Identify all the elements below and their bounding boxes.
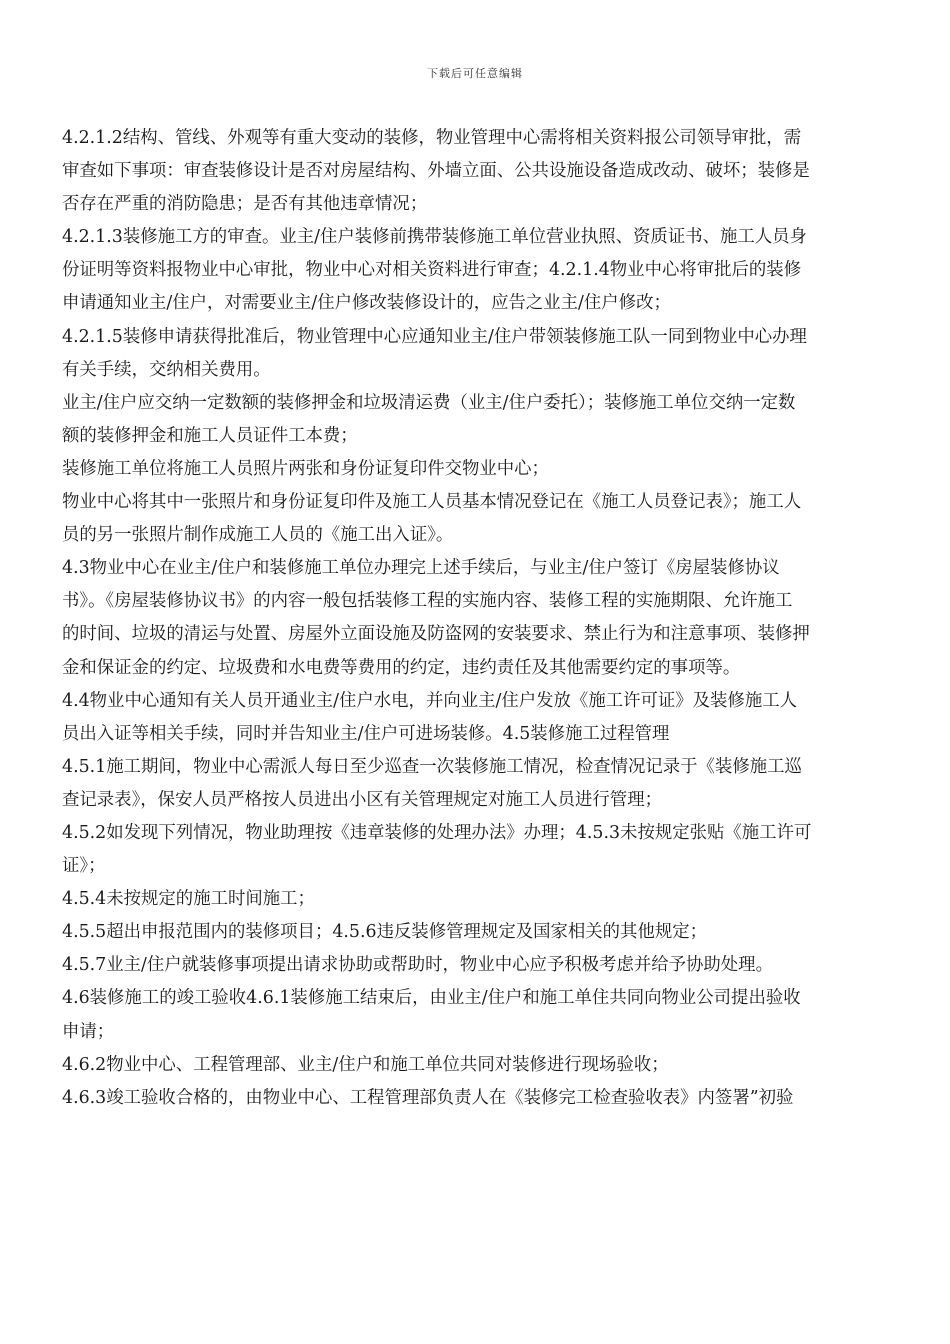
- text-line: 4.5.2如发现下列情况，物业助理按《违章装修的处理办法》办理；4.5.3未按规定张贴《施工许可: [62, 822, 812, 843]
- text-line: 审查如下事项：审查装修设计是否对房屋结构、外墙立面、公共设施设备造成改动、破坏；装修是: [62, 161, 810, 182]
- text-line: 证》；: [62, 856, 106, 877]
- text-line: 4.2.1.3装修施工方的审查。业主/住户装修前携带装修施工单位营业执照、资质证书、施工人员身: [62, 227, 807, 248]
- text-line: 申请通知业主/住户，对需要业主/住户修改装修设计的，应告之业主/住户修改；: [62, 293, 671, 314]
- text-line: 份证明等资料报物业中心审批，物业中心对相关资料进行审查；4.2.1.4物业中心将审批后的装修: [62, 260, 802, 281]
- text-line: 4.5.4未按规定的施工时间施工；: [62, 889, 315, 910]
- page-header: 下载后可任意编辑: [427, 67, 523, 80]
- text-line: 4.6.3竣工验收合格的，由物业中心、工程管理部负责人在《装修完工检查验收表》内签署”初验: [62, 1087, 794, 1108]
- text-line: 4.6装修施工的竣工验收4.6.1装修施工结束后，由业主/住户和施工单住共同向物业公司提出验收: [62, 988, 801, 1009]
- text-line: 4.2.1.5装修申请获得批准后，物业管理中心应通知业主/住户带领装修施工队一同到物业中心办理: [62, 326, 807, 347]
- text-line: 装修施工单位将施工人员照片两张和身份证复印件交物业中心；: [62, 458, 549, 479]
- text-line: 员的另一张照片制作成施工人员的《施工出入证》。: [62, 525, 454, 546]
- text-line: 4.3物业中心在业主/住户和装修施工单位办理完上述手续后，与业主/住户签订《房屋装修协议: [62, 558, 780, 579]
- text-line: 4.5.1施工期间，物业中心需派人每日至少巡查一次装修施工情况，检查情况记录于《装修施工巡: [62, 756, 802, 777]
- text-line: 书》。《房屋装修协议书》的内容一般包括装修工程的实施内容、装修工程的实施期限、允许施工: [62, 591, 793, 612]
- text-line: 的时间、垃圾的清运与处置、房屋外立面设施及防盗网的安装要求、禁止行为和注意事项、装修押: [62, 624, 810, 645]
- text-line: 4.2.1.2结构、管线、外观等有重大变动的装修，物业管理中心需将相关资料报公司领导审批，需: [62, 128, 802, 148]
- text-line: 4.6.2物业中心、工程管理部、业主/住户和施工单位共同对装修进行现场验收；: [62, 1054, 669, 1075]
- text-line: 业主/住户应交纳一定数额的装修押金和垃圾清运费（业主/住户委托）；装修施工单位交纳一定数: [62, 392, 796, 413]
- text-line: 有关手续，交纳相关费用。: [62, 359, 271, 380]
- text-line: 4.5.5超出申报范围内的装修项目；4.5.6违反装修管理规定及国家相关的其他规定；: [62, 922, 708, 943]
- document-body: [62, 122, 892, 1115]
- text-line: 查记录表》，保安人员严格按人员进出小区有关管理规定对施工人员进行管理；: [62, 789, 662, 810]
- text-line: 否存在严重的消防隐患；是否有其他违章情况；: [62, 194, 428, 215]
- text-line: 4.5.7业主/住户就装修事项提出请求协助或帮助时，物业中心应予积极考虑并给予协助处理。: [62, 955, 773, 976]
- text-line: 物业中心将其中一张照片和身份证复印件及施工人员基本情况登记在《施工人员登记表》；施工人: [62, 492, 802, 513]
- text-line: 员出入证等相关手续，同时并告知业主/住户可进场装修。4.5装修施工过程管理: [62, 723, 670, 744]
- text-line: 额的装修押金和施工人员证件工本费；: [62, 425, 358, 446]
- text-line: 金和保证金的约定、垃圾费和水电费等费用的约定，违约责任及其他需要约定的事项等。: [62, 657, 741, 678]
- text-line: 申请；: [62, 1021, 115, 1042]
- text-line: 4.4物业中心通知有关人员开通业主/住户水电，并向业主/住户发放《施工许可证》及装修施工人: [62, 690, 798, 711]
